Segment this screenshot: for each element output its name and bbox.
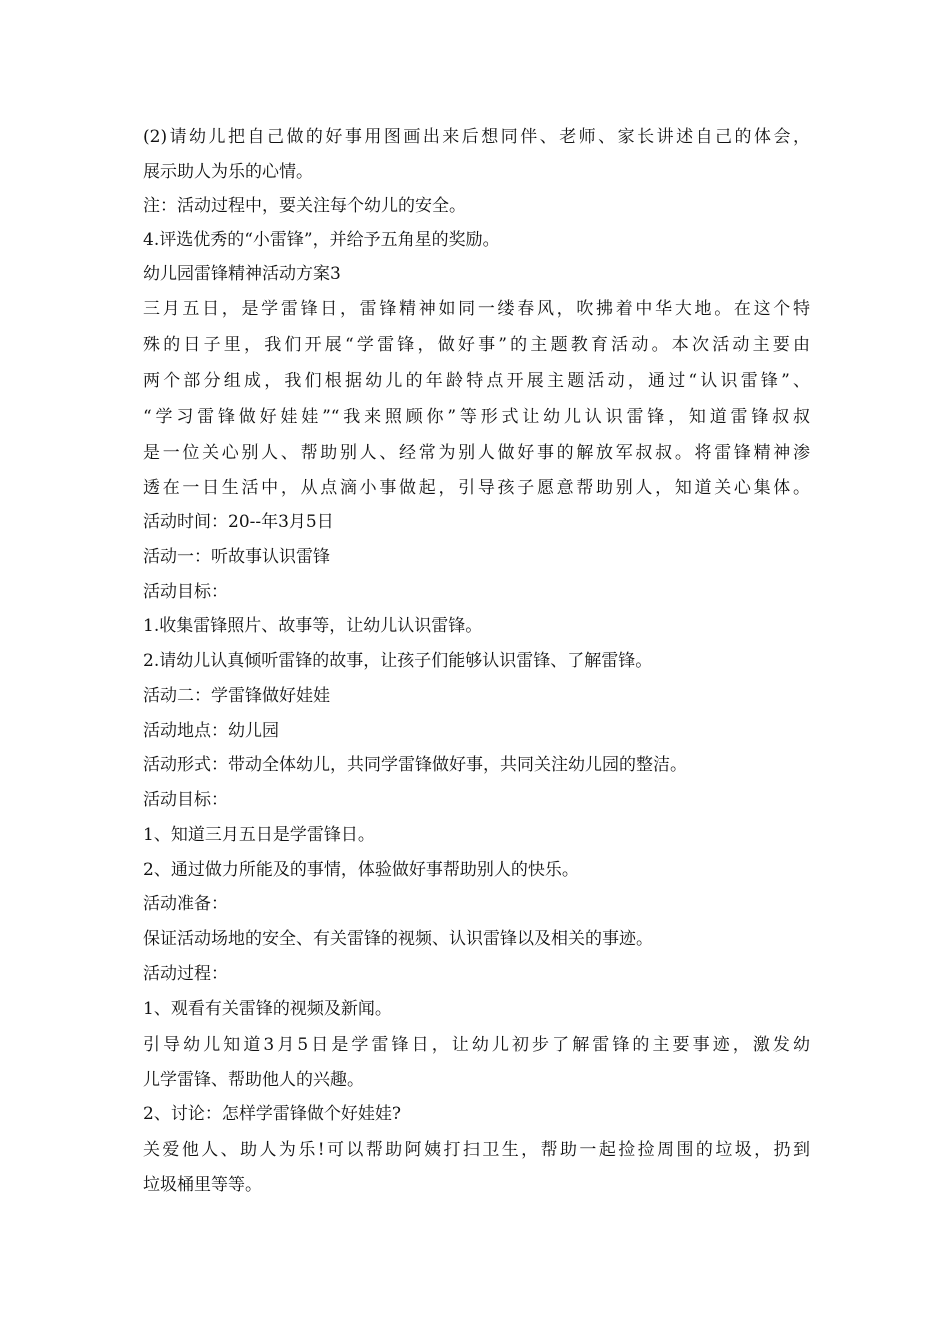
text-line: 活动形式：带动全体幼儿，共同学雷锋做好事，共同关注幼儿园的整洁。: [143, 755, 687, 775]
text-line: (2)请幼儿把自己做的好事用图画出来后想同伴、老师、家长讲述自己的体会，: [143, 127, 810, 147]
text-line: 三月五日，是学雷锋日，雷锋精神如同一缕春风，吹拂着中华大地。在这个特: [143, 299, 810, 319]
text-line: 活动地点：幼儿园: [143, 721, 279, 741]
text-line: “学习雷锋做好娃娃”“我来照顾你”等形式让幼儿认识雷锋，知道雷锋叔叔: [143, 407, 810, 427]
text-line: 1.收集雷锋照片、故事等，让幼儿认识雷锋。: [143, 616, 483, 636]
text-line: 垃圾桶里等等。: [143, 1175, 262, 1195]
text-line: 引导幼儿知道3月5日是学雷锋日，让幼儿初步了解雷锋的主要事迹，激发幼: [143, 1035, 810, 1055]
document-body: [143, 119, 810, 1202]
text-line: 活动目标：: [143, 582, 228, 602]
text-line: 活动时间：20--年3月5日: [143, 512, 334, 532]
text-line: 关爱他人、助人为乐!可以帮助阿姨打扫卫生，帮助一起捡捡周围的垃圾，扔到: [143, 1140, 810, 1160]
text-line: 儿学雷锋、帮助他人的兴趣。: [143, 1070, 364, 1090]
text-line: 殊的日子里，我们开展“学雷锋，做好事”的主题教育活动。本次活动主要由: [143, 335, 810, 355]
text-line: 展示助人为乐的心情。: [143, 162, 313, 182]
text-line: 是一位关心别人、帮助别人、经常为别人做好事的解放军叔叔。将雷锋精神渗: [143, 443, 810, 463]
text-line: 两个部分组成，我们根据幼儿的年龄特点开展主题活动，通过“认识雷锋”、: [143, 371, 810, 391]
text-line: 2、讨论：怎样学雷锋做个好娃娃?: [143, 1104, 401, 1124]
text-line: 活动二：学雷锋做好娃娃: [143, 686, 330, 706]
text-line: 1、知道三月五日是学雷锋日。: [143, 825, 375, 845]
text-line: 2、通过做力所能及的事情，体验做好事帮助别人的快乐。: [143, 860, 579, 880]
text-line: 2.请幼儿认真倾听雷锋的故事，让孩子们能够认识雷锋、了解雷锋。: [143, 651, 653, 671]
text-line: 活动一：听故事认识雷锋: [143, 547, 330, 567]
text-line: 活动目标：: [143, 790, 228, 810]
text-line: 透在一日生活中，从点滴小事做起，引导孩子愿意帮助别人，知道关心集体。: [143, 478, 810, 498]
text-line: 活动过程：: [143, 964, 228, 984]
text-line: 4.评选优秀的“小雷锋”，并给予五角星的奖励。: [143, 230, 500, 250]
text-line: 1、观看有关雷锋的视频及新闻。: [143, 999, 392, 1019]
text-line: 幼儿园雷锋精神活动方案3: [143, 264, 341, 284]
text-line: 注：活动过程中，要关注每个幼儿的安全。: [143, 196, 466, 216]
text-line: 活动准备：: [143, 894, 228, 914]
text-line: 保证活动场地的安全、有关雷锋的视频、认识雷锋以及相关的事迹。: [143, 929, 653, 949]
